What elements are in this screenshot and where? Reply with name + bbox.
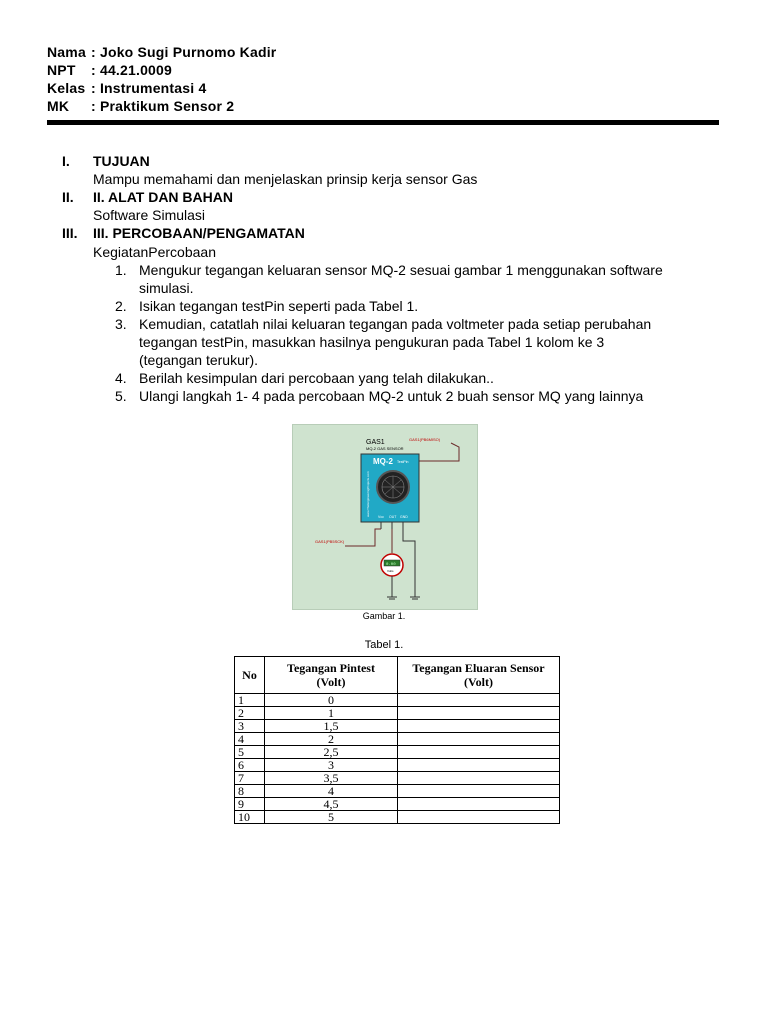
- nama-label: Nama: [47, 44, 86, 60]
- step-line: Kemudian, catatlah nilai keluaran tegangan pada voltmeter pada setiap perubahan: [139, 316, 652, 332]
- table-row: [235, 798, 560, 811]
- step-number: 5.: [115, 388, 127, 404]
- step-line: (tegangan terukur).: [139, 352, 259, 368]
- step-line: tegangan testPin, masukkan hasilnya pengukuran pada Tabel 1 kolom ke 3: [139, 334, 605, 350]
- col-header-no: No: [235, 657, 265, 694]
- wire-top: [417, 443, 459, 461]
- cell-pintest: 4: [265, 785, 398, 798]
- step-number: 4.: [115, 370, 127, 386]
- wire-left-label: GAS1(PB5SCK): [315, 539, 345, 544]
- col-header-eluaran: Tegangan Eluaran Sensor (Volt): [398, 657, 560, 694]
- nama-value: : Joko Sugi Purnomo Kadir: [91, 44, 277, 60]
- kelas-row: [47, 79, 276, 97]
- mk-value: : Praktikum Sensor 2: [91, 98, 235, 114]
- mq2-schematic: [293, 425, 477, 609]
- table-row: [235, 811, 560, 824]
- wire-top-label: GAS1(PB6MISO): [409, 437, 441, 442]
- wire-gnd: [403, 529, 415, 597]
- mk-row: [47, 97, 276, 115]
- pin-vcc-label: Vcc: [378, 515, 384, 519]
- step-line: Mengukur tegangan keluaran sensor MQ-2 sesuai gambar 1 menggunakan software: [139, 262, 663, 278]
- cell-eluaran[interactable]: [398, 759, 560, 772]
- table-caption: Tabel 1.: [364, 639, 404, 651]
- col-header-pintest: Tegangan Pintest (Volt): [265, 657, 398, 694]
- list-item: [93, 369, 733, 387]
- npt-label: NPT: [47, 62, 76, 78]
- data-table: [234, 656, 560, 824]
- cell-pintest: 3,5: [265, 772, 398, 785]
- list-item: [93, 261, 733, 297]
- list-item: [93, 387, 733, 405]
- figure-caption: Gambar 1.: [362, 611, 406, 621]
- module-title: MQ-2: [373, 457, 393, 466]
- pin-out-label: OUT: [389, 515, 397, 519]
- nama-row: [47, 43, 276, 61]
- cell-eluaran[interactable]: [398, 733, 560, 746]
- kelas-label: Kelas: [47, 80, 86, 96]
- cell-pintest: 2,5: [265, 746, 398, 759]
- cell-eluaran[interactable]: [398, 785, 560, 798]
- cell-pintest: 4,5: [265, 798, 398, 811]
- table-row: [235, 746, 560, 759]
- wire-left: [345, 529, 381, 546]
- cell-no: 2: [235, 707, 265, 720]
- mk-label: MK: [47, 98, 70, 114]
- table-row: [235, 720, 560, 733]
- cell-pintest: 1,5: [265, 720, 398, 733]
- section-number: II.: [62, 189, 74, 205]
- table-row: [235, 785, 560, 798]
- step-line: simulasi.: [139, 280, 194, 296]
- table-row: [235, 733, 560, 746]
- cell-no: 10: [235, 811, 265, 824]
- kelas-value: : Instrumentasi 4: [91, 80, 207, 96]
- steps-list: [93, 261, 733, 405]
- section-percobaan-text: KegiatanPercobaan: [93, 244, 216, 260]
- table-row: [235, 759, 560, 772]
- cell-no: 5: [235, 746, 265, 759]
- gas-label: GAS1: [366, 439, 385, 446]
- section-number: I.: [62, 153, 70, 169]
- step-number: 2.: [115, 298, 127, 314]
- section-alat-bahan-text: Software Simulasi: [93, 207, 206, 223]
- cell-eluaran[interactable]: [398, 746, 560, 759]
- cell-pintest: 0: [265, 694, 398, 707]
- pin-gnd-label: GND: [400, 515, 408, 519]
- cell-eluaran[interactable]: [398, 707, 560, 720]
- npt-row: [47, 61, 276, 79]
- step-line: Berilah kesimpulan dari percobaan yang telah dilakukan..: [139, 370, 494, 386]
- cell-no: 7: [235, 772, 265, 785]
- cell-eluaran[interactable]: [398, 772, 560, 785]
- cell-no: 1: [235, 694, 265, 707]
- cell-eluaran[interactable]: [398, 720, 560, 733]
- sensor-sublabel: MQ-2 GAS SENSOR: [366, 446, 404, 451]
- cell-pintest: 1: [265, 707, 398, 720]
- section-number: III.: [62, 225, 78, 241]
- section-title: III. PERCOBAAN/PENGAMATAN: [93, 225, 305, 241]
- voltmeter-unit: Volts: [387, 569, 394, 573]
- section-tujuan-text: Mampu memahami dan menjelaskan prinsip kerja sensor Gas: [93, 171, 478, 187]
- step-number: 3.: [115, 316, 127, 332]
- list-item: [93, 297, 733, 315]
- cell-no: 8: [235, 785, 265, 798]
- cell-eluaran[interactable]: [398, 811, 560, 824]
- table-row: [235, 694, 560, 707]
- header-divider: [47, 120, 719, 125]
- npt-value: : 44.21.0009: [91, 62, 173, 78]
- cell-pintest: 3: [265, 759, 398, 772]
- table-header-row: [235, 657, 560, 694]
- table-row: [235, 707, 560, 720]
- cell-eluaran[interactable]: [398, 798, 560, 811]
- step-line: Ulangi langkah 1- 4 pada percobaan MQ-2 untuk 2 buah sensor MQ yang lainnya: [139, 388, 644, 404]
- cell-pintest: 5: [265, 811, 398, 824]
- module-tag: TestPin: [397, 460, 409, 464]
- step-line: Isikan tegangan testPin seperti pada Tabel 1.: [139, 298, 419, 314]
- section-title: II. ALAT DAN BAHAN: [93, 189, 233, 205]
- cell-no: 3: [235, 720, 265, 733]
- cell-eluaran[interactable]: [398, 694, 560, 707]
- side-text: www.TheEngineeringProjects.com: [366, 471, 370, 517]
- cell-no: 6: [235, 759, 265, 772]
- cell-no: 4: [235, 733, 265, 746]
- cell-no: 9: [235, 798, 265, 811]
- cell-pintest: 2: [265, 733, 398, 746]
- step-number: 1.: [115, 262, 127, 278]
- table-row: [235, 772, 560, 785]
- voltmeter-value: 0.00: [386, 563, 396, 567]
- circuit-figure: [292, 424, 478, 610]
- section-title: TUJUAN: [93, 153, 150, 169]
- list-item: [93, 315, 733, 369]
- student-info: [47, 43, 276, 115]
